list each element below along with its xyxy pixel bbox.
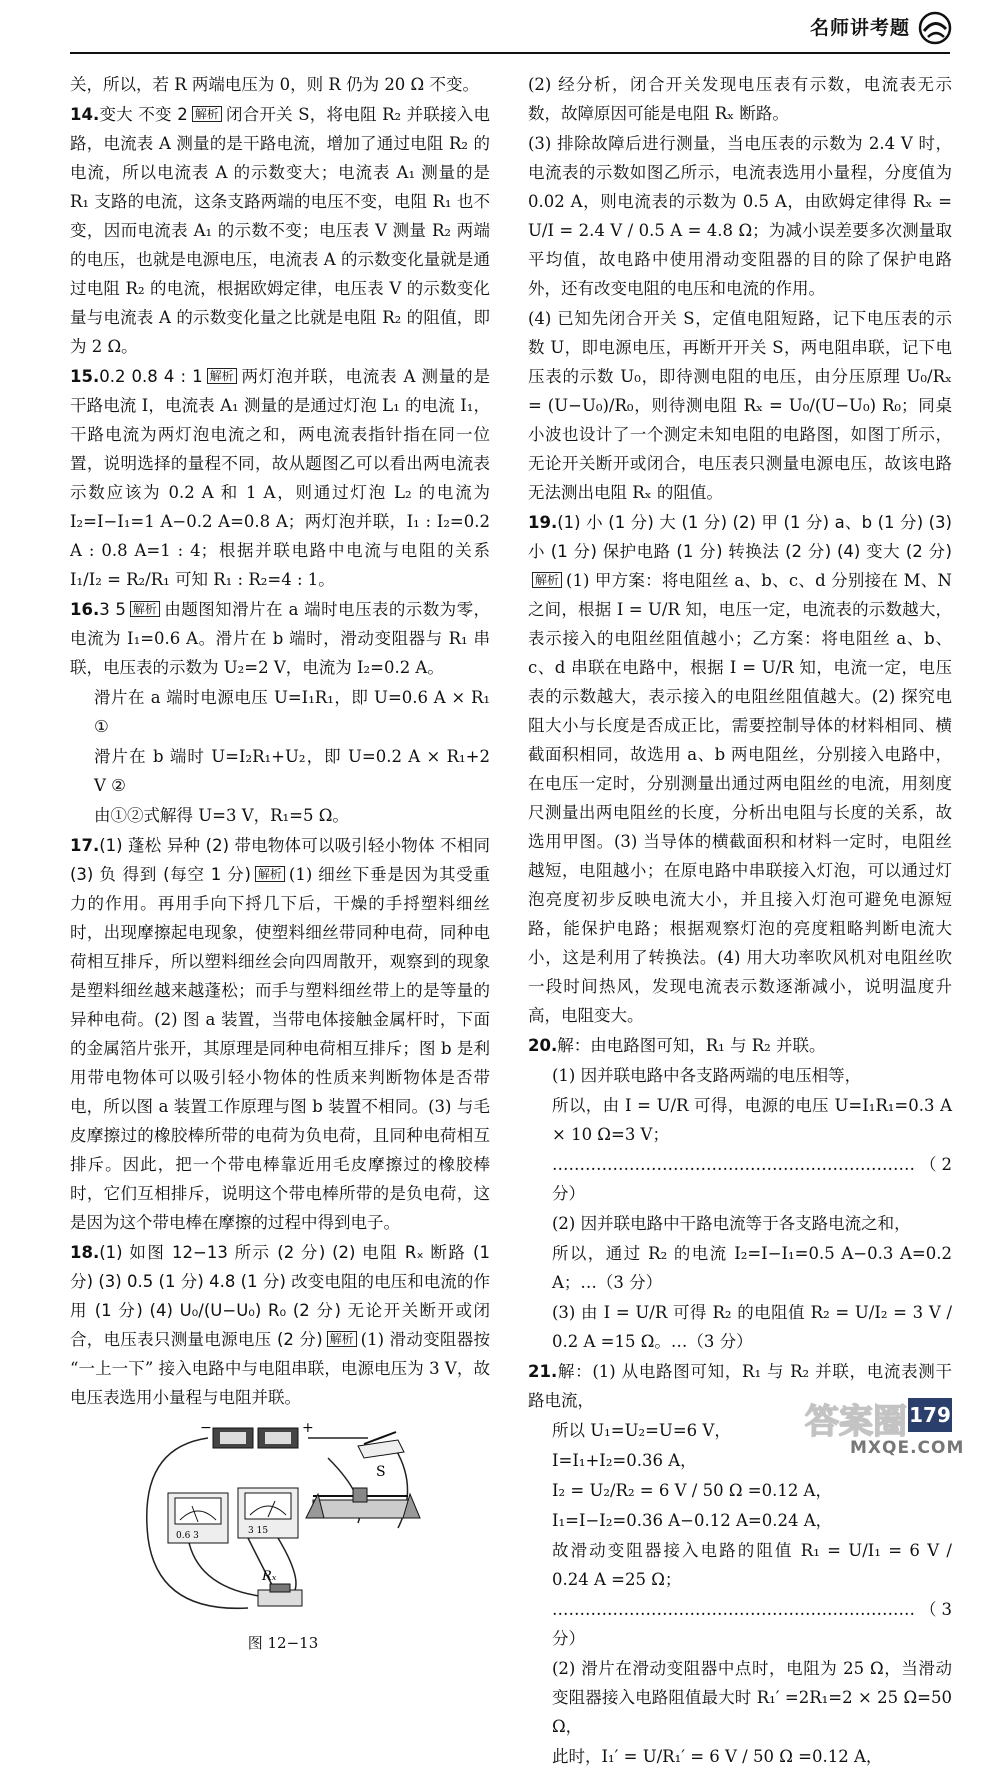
rheostat-icon bbox=[306, 1488, 420, 1518]
figure-caption: 图 12−13 bbox=[247, 1634, 319, 1652]
circuit-diagram bbox=[128, 1418, 438, 1618]
text-block: (2) 经分析，闭合开关发现电压表有示数，电流表无示数，故障原因可能是电阻 Rₓ 断路。 bbox=[528, 75, 952, 123]
analysis-tag: 解析 bbox=[327, 1331, 357, 1347]
analysis-tag: 解析 bbox=[192, 106, 222, 122]
switch-label: S bbox=[376, 1464, 386, 1480]
ammeter-scale: 0.6 3 bbox=[176, 1531, 199, 1541]
solution-line: (2) 因并联电路中干路电流等于各支路电流之和， bbox=[552, 1214, 911, 1233]
score-line: …………………………………………………………（2 分） bbox=[552, 1155, 952, 1203]
battery-plus: + bbox=[302, 1420, 314, 1436]
page-number: 179 bbox=[908, 1398, 952, 1432]
solution-line: (2) 滑片在滑动变阻器中点时，电阻为 25 Ω，当滑动变阻器接入电路阻值最大时 R₁′ =2R₁=2 × 25 Ω=50 Ω， bbox=[552, 1659, 952, 1736]
solution-line: I₁=I−I₂=0.36 A−0.12 A=0.24 A， bbox=[552, 1511, 833, 1530]
battery-minus: − bbox=[200, 1420, 212, 1436]
solution-line: 故滑动变阻器接入电路的阻值 R₁ = U/I₁ = 6 V / 0.24 A =25 Ω； bbox=[552, 1541, 952, 1589]
switch-icon bbox=[358, 1432, 404, 1458]
solution-line: I₂ = U₂/R₂ = 6 V / 50 Ω =0.12 A， bbox=[552, 1481, 832, 1500]
text-block: 关，所以，若 R 两端电压为 0，则 R 仍为 20 Ω 不变。 bbox=[70, 75, 479, 94]
solution-line: (1) 因并联电路中各支路两端的电压相等， bbox=[552, 1066, 862, 1085]
equation-line: 由①②式解得 U=3 V，R₁=5 Ω。 bbox=[94, 806, 349, 825]
solution-line: (3) 由 I = U/R 可得 R₂ 的电阻值 R₂ = U/I₂ = 3 V / 0.2 A =15 Ω。…（3 分） bbox=[552, 1303, 952, 1351]
equation-line: 滑片在 a 端时电源电压 U=I₁R₁，即 U=0.6 A × R₁ ① bbox=[94, 688, 490, 736]
solution-line: 此时，I₁′ = U/R₁′ = 6 V / 50 Ω =0.12 A， bbox=[552, 1747, 883, 1766]
circuit-figure bbox=[128, 1418, 438, 1658]
watermark-text: MXQE.COM bbox=[850, 1438, 965, 1458]
question-18: 18.(1) 如图 12−13 所示 (2 分) (2) 电阻 Rₓ 断路 (1 分) (3) 0.5 (1 分) 4.8 (1 分) 改变电阻的电压和电流的作用 (1 分) (4) U₀/(U−U₀) R₀ (2 分) 无论开关断开或闭合，电压表只测量电源电压 (2 分) 解析 (1) 滑动变阻器按 “一上一下” 接入电路中与电阻串联，电源电压为 3 V，故电压表选用小量程与电阻并联。 bbox=[70, 1243, 490, 1407]
question-16: 16.3 5 解析 由题图知滑片在 a 端时电压表的示数为零，电流为 I₁=0.6 A。滑片在 b 端时，滑动变阻器与 R₁ 串联，电压表的示数为 U₂=2 V，电流为 I₂=0.2 A。 bbox=[70, 600, 490, 677]
question-20: 20.解：由电路图可知，R₁ 与 R₂ 并联。 bbox=[528, 1036, 826, 1055]
analysis-tag: 解析 bbox=[207, 368, 237, 384]
solution-line: 所以 U₁=U₂=U=6 V， bbox=[552, 1421, 731, 1440]
left-column bbox=[70, 70, 491, 1652]
battery-icon bbox=[213, 1428, 298, 1448]
book-logo-icon bbox=[916, 11, 954, 45]
equation-line: 滑片在 b 端时 U=I₂R₁+U₂，即 U=0.2 A × R₁+2 V ② bbox=[94, 747, 490, 795]
text-block: (3) 排除故障后进行测量，当电压表的示数为 2.4 V 时，电流表的示数如图乙所示，电流表选用小量程，分度值为 0.02 A，则电流表的示数为 0.5 A，由欧姆定律得 Rₓ = U/I = 2.4 V / 0.5 A = 4.8 Ω；为减小误差要多次测量取平均值，故电路中使用滑动变阻器的目的除了保护电路外，还有改变电阻的电压和电流的作用。 bbox=[528, 134, 952, 298]
solution-line: I=I₁+I₂=0.36 A， bbox=[552, 1451, 697, 1470]
question-19: 19.(1) 小 (1 分) 大 (1 分) (2) 甲 (1 分) a、b (1 分) (3) 小 (1 分) 保护电路 (1 分) 转换法 (2 分) (4) 变大 (2 分)解析 (1) 甲方案：将电阻丝 a、b、c、d 分别接在 M、N 之间，根据 I = U/R 知，电压一定，电流表的示数越大，表示接入的电阻丝阻值越小；乙方案：将电阻丝 a、b、c、d 串联在电路中，根据 I = U/R 知，电流一定，电压表的示数越大，表示接入的电阻丝阻值越大。(2) 探究电阻大小与长度是否成正比，需要控制导体的材料相同、横截面积相同，故选用 a、b 两电阻丝，分别接入电路中，在电压一定时，分别测量出通过两电阻丝的电流，用刻度尺测量出两电阻丝的长度，分析出电阻与长度的关系，故选用甲图。(3) 当导体的横截面积和材料一定时，电阻丝越短，电阻越小；在原电路中串联接入灯泡，可以通过灯泡亮度初步反映电流大小，并且接入灯泡可避免电源短路，能保护电路；根据观察灯泡的亮度粗略判断电流大小，这是利用了转换法。(4) 用大功率吹风机对电阻丝吹一段时间热风，发现电流表示数逐渐减小，说明温度升高，电阻变大。 bbox=[528, 513, 952, 1025]
solution-line: 所以，由 I = U/R 可得，电源的电压 U=I₁R₁=0.3 A × 10 Ω=3 V； bbox=[552, 1096, 952, 1144]
resistor-label: Rₓ bbox=[262, 1569, 277, 1584]
analysis-tag: 解析 bbox=[532, 572, 562, 588]
page-header bbox=[810, 8, 954, 48]
svg-text:答案圈: 答案圈 bbox=[805, 1402, 907, 1442]
header-title: 名师讲考题 bbox=[809, 16, 910, 39]
analysis-tag: 解析 bbox=[255, 866, 285, 882]
score-line: …………………………………………………………（3 分） bbox=[552, 1600, 952, 1648]
question-21: 21.解：(1) 从电路图可知，R₁ 与 R₂ 并联，电流表测干路电流， bbox=[528, 1362, 952, 1410]
question-17: 17.(1) 蓬松 异种 (2) 带电物体可以吸引轻小物体 不相同 (3) 负 得到 (每空 1 分) 解析 (1) 细丝下垂是因为其受重力的作用。再用手向下捋几下后，干燥的手捋塑料细丝时，出现摩擦起电现象，使塑料细丝带同种电荷，同种电荷相互排斥，所以塑料细丝会向四周散开，观察到的现象是塑料细丝越来越蓬松；而手与塑料细丝带上的是等量的异种电荷。(2) 图 a 装置，当带电体接触金属杆时，下面的金属箔片张开，其原理是同种电荷相互排斥；图 b 是利用带电物体可以吸引轻小物体的性质来判断物体是否带电，所以图 a 装置工作原理与图 b 装置不相同。(3) 与毛皮摩擦过的橡胶棒所带的电荷为负电荷，且同种电荷相互排斥。因此，把一个带电棒靠近用毛皮摩擦过的橡胶棒时，它们互相排斥，说明这个带电棒所带的是负电荷，这是因为这个带电棒在摩擦的过程中得到电子。 bbox=[70, 836, 490, 1232]
text-block: (4) 已知先闭合开关 S，定值电阻短路，记下电压表的示数 U，即电源电压，再断开开关 S，两电阻串联，记下电压表的示数 U₀，即待测电阻的电压，由分压原理 U₀/Rₓ = (U−U₀)/R₀，则待测电阻 Rₓ = U₀/(U−U₀) R₀；同桌小波也设计了一个测定未知电阻的电路图，如图丁所示，无论开关断开或闭合，电压表只测量电源电压，故该电路无法测出电阻 Rₓ 的阻值。 bbox=[528, 309, 952, 502]
question-14: 14.变大 不变 2 解析 闭合开关 S，将电阻 R₂ 并联接入电路，电流表 A 测量的是干路电流，增加了通过电阻 R₂ 的电流，所以电流表 A 的示数变大；电流表 A₁ 测量的是 R₁ 支路的电流，这条支路两端的电压不变，电阻 R₁ 也不变，因而电流表 A₁ 的示数不变；电压表 V 测量 R₂ 两端的电压，也就是电源电压，电流表 A 的示数变化量就是通过电阻 R₂ 的电流，根据欧姆定律，电压表 V 的示数变化量与电流表 A 的示数变化量之比就是电阻 R₂ 的阻值，即为 2 Ω。 bbox=[70, 105, 490, 356]
header-rule bbox=[70, 52, 950, 54]
analysis-tag: 解析 bbox=[130, 601, 160, 617]
solution-line: 所以，通过 R₂ 的电流 I₂=I−I₁=0.5 A−0.3 A=0.2 A；…（3 分） bbox=[552, 1244, 952, 1292]
voltmeter-scale: 3 15 bbox=[248, 1526, 269, 1536]
question-15: 15.0.2 0.8 4 : 1 解析 两灯泡并联，电流表 A 测量的是干路电流 I，电流表 A₁ 测量的是通过灯泡 L₁ 的电流 I₁，干路电流为两灯泡电流之和，两电流表指针指在同一位置，说明选择的量程不同，故从题图乙可以看出两电流表示数应该为 0.2 A 和 1 A，则通过灯泡 L₂ 的电流为 I₂=I−I₁=1 A−0.2 A=0.8 A；两灯泡并联，I₁ : I₂=0.2 A : 0.8 A=1 : 4；根据并联电路中电流与电阻的关系 I₁/I₂ = R₂/R₁ 可知 R₁ : R₂=4 : 1。 bbox=[70, 367, 491, 589]
